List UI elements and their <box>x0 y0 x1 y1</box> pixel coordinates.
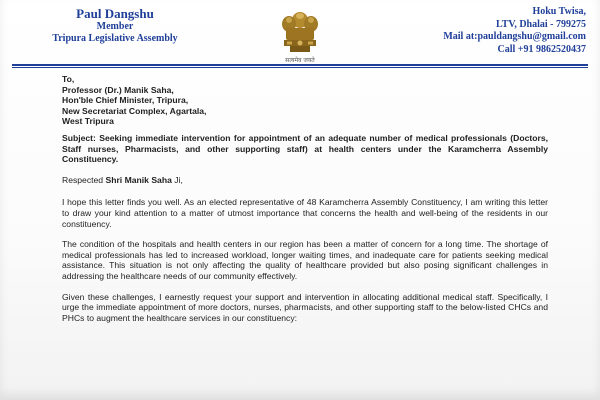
salutation-prefix: Respected <box>62 174 106 185</box>
salutation-name: Shri Manik Saha <box>105 174 172 185</box>
contact-block <box>366 6 586 56</box>
paragraph: The condition of the hospitals and health centers in our region has been a matter of concern for a long time. The shortage of medical professionals has led to increased workload, longer waiting times, and inadequate care for patients seeking medical assistance. This situation is not only affecting the quality of healthcare provided but also posing significant challenges in addressing the healthcare needs of our community effectively. <box>62 239 548 281</box>
address-line: Hon'ble Chief Minister, Tripura, <box>62 95 189 106</box>
header-divider-thin <box>12 67 588 68</box>
paragraph: I hope this letter finds you well. As an elected representative of 48 Karamcherra Assembly Constituency, I am writing this letter to draw your kind attention to a matter of utmost importance that concerns the health and well-being of the residents in our constituency. <box>62 197 548 229</box>
address-line: Professor (Dr.) Manik Saha, <box>62 84 174 95</box>
address-line: New Secretariat Complex, Agartala, <box>62 105 207 116</box>
sender-block <box>20 6 210 45</box>
address-line: West Tripura <box>62 116 114 127</box>
letter-body <box>62 74 548 333</box>
paragraph: Given these challenges, I earnestly request your support and intervention in allocating additional medical staff. Specifically, I urge the immediate appointment of more doctors, nurses, pharmacists, and other supporting staff to the below-listed CHCs and PHCs to augment the healthcare services in our constituency: <box>62 291 548 323</box>
contact-phone: Call +91 9862520437 <box>497 43 586 55</box>
address-to: To, <box>62 74 75 84</box>
recipient-address <box>62 74 548 127</box>
sender-name: Paul Dangshu <box>76 6 154 21</box>
salutation-suffix: Ji, <box>171 174 183 185</box>
emblem-motto: सत्यमेव जयते <box>285 57 315 64</box>
sender-organization: Tripura Legislative Assembly <box>52 33 178 44</box>
sender-designation: Member <box>96 21 134 32</box>
contact-email: Mail at:pauldangshu@gmail.com <box>443 31 586 42</box>
salutation <box>62 175 548 186</box>
contact-address-line1: Hoku Twisa, <box>532 6 586 17</box>
contact-address-line2: LTV, Dhalai - 799275 <box>495 18 586 30</box>
letter-subject: Subject: Seeking immediate intervention for appointment of an adequate number of medical professionals (Doctors, Staff nurses, Pharmacists, and other supporting staff) at health centers under the Karamcherra Assembly Constituency. <box>62 132 548 165</box>
header-divider <box>12 64 588 66</box>
